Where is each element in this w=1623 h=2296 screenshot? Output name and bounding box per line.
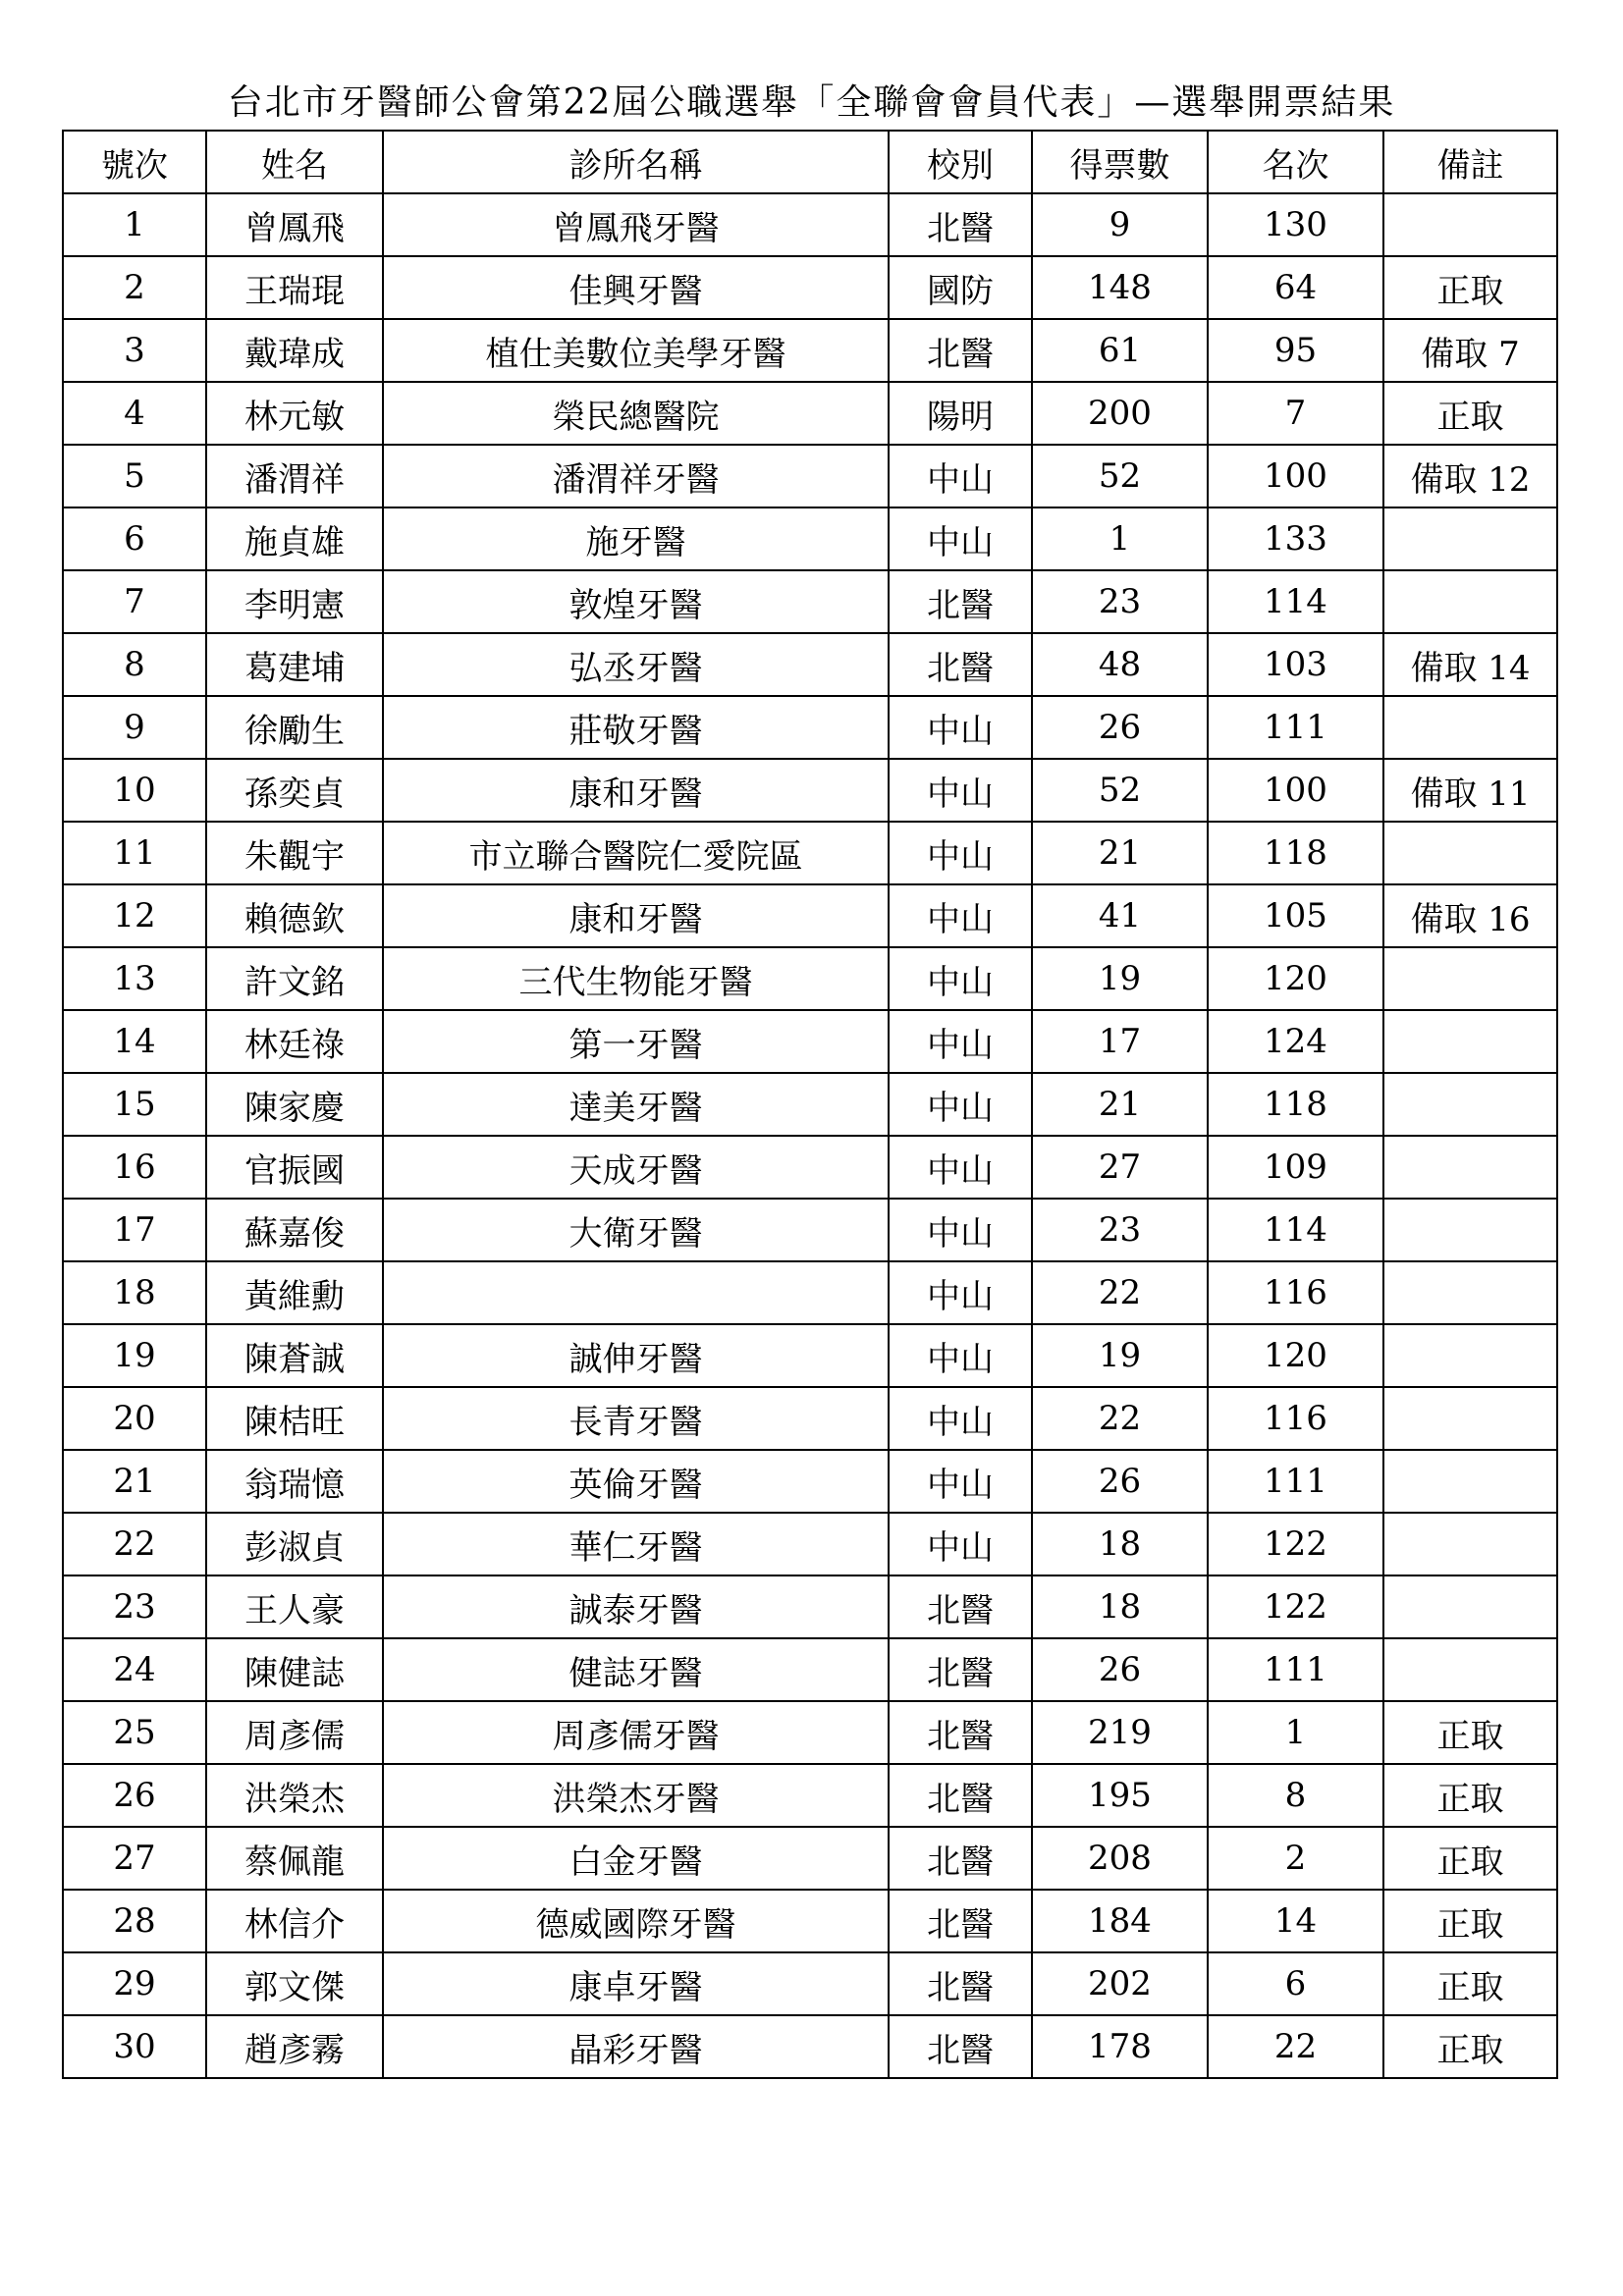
cell-number: 17 <box>63 1199 206 1261</box>
table-row <box>63 1638 1557 1701</box>
cell-note: 正取 <box>1383 1701 1557 1764</box>
document-title: 台北市牙醫師公會第22屆公職選舉「全聯會會員代表」—選舉開票結果 <box>227 82 1396 123</box>
table-row <box>63 1513 1557 1575</box>
cell-votes: 52 <box>1032 759 1208 822</box>
cell-note: 備取 7 <box>1383 319 1557 382</box>
cell-note: 正取 <box>1383 382 1557 445</box>
cell-votes: 19 <box>1032 1324 1208 1387</box>
cell-votes: 23 <box>1032 570 1208 633</box>
cell-note: 正取 <box>1383 256 1557 319</box>
cell-number: 11 <box>63 822 206 884</box>
cell-rank: 7 <box>1208 382 1383 445</box>
cell-clinic: 健誌牙醫 <box>383 1638 889 1701</box>
cell-number: 13 <box>63 947 206 1010</box>
cell-rank: 2 <box>1208 1827 1383 1890</box>
table-row <box>63 947 1557 1010</box>
cell-clinic: 周彥儒牙醫 <box>383 1701 889 1764</box>
cell-number: 30 <box>63 2015 206 2078</box>
cell-votes: 61 <box>1032 319 1208 382</box>
cell-rank: 64 <box>1208 256 1383 319</box>
cell-school: 中山 <box>889 1513 1032 1575</box>
cell-votes: 18 <box>1032 1575 1208 1638</box>
cell-school: 中山 <box>889 884 1032 947</box>
cell-number: 22 <box>63 1513 206 1575</box>
cell-clinic: 華仁牙醫 <box>383 1513 889 1575</box>
cell-name: 周彥儒 <box>206 1701 383 1764</box>
table-row <box>63 1136 1557 1199</box>
cell-name: 曾鳳飛 <box>206 193 383 256</box>
table-row <box>63 507 1557 570</box>
cell-name: 蔡佩龍 <box>206 1827 383 1890</box>
cell-number: 7 <box>63 570 206 633</box>
cell-clinic: 三代生物能牙醫 <box>383 947 889 1010</box>
cell-number: 2 <box>63 256 206 319</box>
cell-name: 徐勵生 <box>206 696 383 759</box>
cell-clinic: 施牙醫 <box>383 507 889 570</box>
cell-clinic: 英倫牙醫 <box>383 1450 889 1513</box>
cell-name: 林廷祿 <box>206 1010 383 1073</box>
cell-rank: 133 <box>1208 507 1383 570</box>
cell-note <box>1383 947 1557 1010</box>
table-row <box>63 1575 1557 1638</box>
cell-votes: 19 <box>1032 947 1208 1010</box>
cell-note: 備取 12 <box>1383 445 1557 507</box>
cell-school: 中山 <box>889 822 1032 884</box>
cell-school: 中山 <box>889 1199 1032 1261</box>
cell-name: 王人豪 <box>206 1575 383 1638</box>
cell-rank: 111 <box>1208 1450 1383 1513</box>
cell-school: 中山 <box>889 1073 1032 1136</box>
cell-votes: 184 <box>1032 1890 1208 1952</box>
cell-number: 12 <box>63 884 206 947</box>
table-row <box>63 1010 1557 1073</box>
cell-clinic: 誠泰牙醫 <box>383 1575 889 1638</box>
cell-votes: 27 <box>1032 1136 1208 1199</box>
cell-number: 21 <box>63 1450 206 1513</box>
table-row <box>63 1450 1557 1513</box>
cell-clinic: 晶彩牙醫 <box>383 2015 889 2078</box>
cell-rank: 122 <box>1208 1513 1383 1575</box>
cell-rank: 105 <box>1208 884 1383 947</box>
cell-name: 戴瑋成 <box>206 319 383 382</box>
cell-number: 14 <box>63 1010 206 1073</box>
cell-name: 葛建埔 <box>206 633 383 696</box>
cell-name: 黃維勳 <box>206 1261 383 1324</box>
cell-school: 北醫 <box>889 1890 1032 1952</box>
election-results-table <box>62 130 1558 2079</box>
cell-note: 備取 14 <box>1383 633 1557 696</box>
cell-number: 10 <box>63 759 206 822</box>
cell-name: 陳健誌 <box>206 1638 383 1701</box>
cell-note: 備取 16 <box>1383 884 1557 947</box>
cell-school: 中山 <box>889 1387 1032 1450</box>
cell-clinic: 市立聯合醫院仁愛院區 <box>383 822 889 884</box>
cell-school: 中山 <box>889 1450 1032 1513</box>
cell-number: 16 <box>63 1136 206 1199</box>
cell-school: 陽明 <box>889 382 1032 445</box>
cell-clinic: 植仕美數位美學牙醫 <box>383 319 889 382</box>
cell-clinic: 第一牙醫 <box>383 1010 889 1073</box>
header-rank: 名次 <box>1208 131 1383 193</box>
cell-name: 林信介 <box>206 1890 383 1952</box>
cell-clinic <box>383 1261 889 1324</box>
cell-rank: 1 <box>1208 1701 1383 1764</box>
cell-note <box>1383 193 1557 256</box>
cell-school: 中山 <box>889 947 1032 1010</box>
cell-rank: 111 <box>1208 1638 1383 1701</box>
cell-note <box>1383 1136 1557 1199</box>
cell-note <box>1383 822 1557 884</box>
table-row <box>63 1387 1557 1450</box>
cell-name: 官振國 <box>206 1136 383 1199</box>
table-row <box>63 1261 1557 1324</box>
table-row <box>63 1701 1557 1764</box>
cell-votes: 52 <box>1032 445 1208 507</box>
cell-school: 北醫 <box>889 319 1032 382</box>
table-body <box>63 193 1557 2078</box>
cell-votes: 41 <box>1032 884 1208 947</box>
cell-rank: 6 <box>1208 1952 1383 2015</box>
cell-rank: 120 <box>1208 1324 1383 1387</box>
table-row <box>63 1890 1557 1952</box>
cell-votes: 26 <box>1032 696 1208 759</box>
table-row <box>63 256 1557 319</box>
cell-name: 陳桔旺 <box>206 1387 383 1450</box>
cell-rank: 116 <box>1208 1261 1383 1324</box>
cell-note <box>1383 1199 1557 1261</box>
cell-number: 15 <box>63 1073 206 1136</box>
cell-school: 北醫 <box>889 1638 1032 1701</box>
cell-votes: 21 <box>1032 1073 1208 1136</box>
cell-school: 北醫 <box>889 1764 1032 1827</box>
cell-name: 許文銘 <box>206 947 383 1010</box>
cell-clinic: 達美牙醫 <box>383 1073 889 1136</box>
cell-school: 中山 <box>889 696 1032 759</box>
cell-name: 林元敏 <box>206 382 383 445</box>
cell-number: 19 <box>63 1324 206 1387</box>
cell-clinic: 天成牙醫 <box>383 1136 889 1199</box>
cell-school: 北醫 <box>889 1827 1032 1890</box>
table-row <box>63 319 1557 382</box>
cell-note <box>1383 1261 1557 1324</box>
cell-clinic: 敦煌牙醫 <box>383 570 889 633</box>
cell-rank: 122 <box>1208 1575 1383 1638</box>
cell-number: 18 <box>63 1261 206 1324</box>
cell-votes: 22 <box>1032 1261 1208 1324</box>
cell-note <box>1383 1575 1557 1638</box>
cell-name: 蘇嘉俊 <box>206 1199 383 1261</box>
cell-number: 26 <box>63 1764 206 1827</box>
cell-note <box>1383 1073 1557 1136</box>
cell-rank: 14 <box>1208 1890 1383 1952</box>
table-row <box>63 1199 1557 1261</box>
cell-note: 備取 11 <box>1383 759 1557 822</box>
cell-note: 正取 <box>1383 1764 1557 1827</box>
cell-number: 9 <box>63 696 206 759</box>
header-number: 號次 <box>63 131 206 193</box>
cell-rank: 130 <box>1208 193 1383 256</box>
cell-note: 正取 <box>1383 1952 1557 2015</box>
cell-school: 中山 <box>889 507 1032 570</box>
cell-school: 北醫 <box>889 633 1032 696</box>
cell-name: 李明憲 <box>206 570 383 633</box>
cell-votes: 17 <box>1032 1010 1208 1073</box>
cell-school: 中山 <box>889 1261 1032 1324</box>
cell-name: 賴德欽 <box>206 884 383 947</box>
cell-rank: 124 <box>1208 1010 1383 1073</box>
cell-school: 北醫 <box>889 570 1032 633</box>
cell-votes: 178 <box>1032 2015 1208 2078</box>
table-header-row <box>63 131 1557 193</box>
cell-rank: 116 <box>1208 1387 1383 1450</box>
cell-clinic: 莊敬牙醫 <box>383 696 889 759</box>
cell-name: 趙彥霧 <box>206 2015 383 2078</box>
cell-number: 20 <box>63 1387 206 1450</box>
cell-votes: 23 <box>1032 1199 1208 1261</box>
cell-number: 25 <box>63 1701 206 1764</box>
cell-school: 北醫 <box>889 1701 1032 1764</box>
cell-number: 29 <box>63 1952 206 2015</box>
header-votes: 得票數 <box>1032 131 1208 193</box>
table-row <box>63 193 1557 256</box>
cell-school: 中山 <box>889 445 1032 507</box>
cell-clinic: 誠伸牙醫 <box>383 1324 889 1387</box>
table-row <box>63 696 1557 759</box>
cell-clinic: 曾鳳飛牙醫 <box>383 193 889 256</box>
table-row <box>63 633 1557 696</box>
cell-rank: 8 <box>1208 1764 1383 1827</box>
cell-rank: 100 <box>1208 445 1383 507</box>
cell-rank: 118 <box>1208 822 1383 884</box>
cell-name: 孫奕貞 <box>206 759 383 822</box>
cell-votes: 22 <box>1032 1387 1208 1450</box>
cell-note <box>1383 696 1557 759</box>
cell-note <box>1383 1513 1557 1575</box>
cell-votes: 208 <box>1032 1827 1208 1890</box>
cell-number: 28 <box>63 1890 206 1952</box>
cell-clinic: 佳興牙醫 <box>383 256 889 319</box>
table-row <box>63 1073 1557 1136</box>
table-row <box>63 445 1557 507</box>
cell-name: 郭文傑 <box>206 1952 383 2015</box>
cell-votes: 200 <box>1032 382 1208 445</box>
cell-clinic: 德威國際牙醫 <box>383 1890 889 1952</box>
cell-school: 北醫 <box>889 193 1032 256</box>
cell-school: 中山 <box>889 1324 1032 1387</box>
cell-rank: 114 <box>1208 570 1383 633</box>
cell-school: 北醫 <box>889 2015 1032 2078</box>
cell-clinic: 大衛牙醫 <box>383 1199 889 1261</box>
cell-clinic: 長青牙醫 <box>383 1387 889 1450</box>
cell-clinic: 康卓牙醫 <box>383 1952 889 2015</box>
cell-name: 洪榮杰 <box>206 1764 383 1827</box>
cell-note <box>1383 507 1557 570</box>
header-note: 備註 <box>1383 131 1557 193</box>
table-row <box>63 1324 1557 1387</box>
cell-clinic: 康和牙醫 <box>383 759 889 822</box>
cell-votes: 18 <box>1032 1513 1208 1575</box>
cell-note: 正取 <box>1383 2015 1557 2078</box>
cell-clinic: 榮民總醫院 <box>383 382 889 445</box>
table-row <box>63 2015 1557 2078</box>
cell-clinic: 康和牙醫 <box>383 884 889 947</box>
cell-votes: 219 <box>1032 1701 1208 1764</box>
cell-note <box>1383 1638 1557 1701</box>
table-row <box>63 884 1557 947</box>
cell-note <box>1383 1010 1557 1073</box>
table-row <box>63 1827 1557 1890</box>
cell-rank: 103 <box>1208 633 1383 696</box>
cell-votes: 26 <box>1032 1450 1208 1513</box>
cell-clinic: 洪榮杰牙醫 <box>383 1764 889 1827</box>
cell-name: 施貞雄 <box>206 507 383 570</box>
cell-number: 1 <box>63 193 206 256</box>
cell-school: 中山 <box>889 1136 1032 1199</box>
cell-rank: 120 <box>1208 947 1383 1010</box>
table-row <box>63 822 1557 884</box>
cell-rank: 109 <box>1208 1136 1383 1199</box>
cell-note: 正取 <box>1383 1890 1557 1952</box>
cell-votes: 48 <box>1032 633 1208 696</box>
table-row <box>63 1952 1557 2015</box>
cell-number: 6 <box>63 507 206 570</box>
cell-number: 23 <box>63 1575 206 1638</box>
table-row <box>63 570 1557 633</box>
cell-votes: 1 <box>1032 507 1208 570</box>
cell-votes: 202 <box>1032 1952 1208 2015</box>
cell-note <box>1383 1450 1557 1513</box>
cell-name: 朱觀宇 <box>206 822 383 884</box>
table-row <box>63 382 1557 445</box>
cell-school: 北醫 <box>889 1952 1032 2015</box>
cell-rank: 95 <box>1208 319 1383 382</box>
cell-clinic: 潘渭祥牙醫 <box>383 445 889 507</box>
cell-clinic: 弘丞牙醫 <box>383 633 889 696</box>
cell-number: 4 <box>63 382 206 445</box>
cell-school: 中山 <box>889 1010 1032 1073</box>
cell-votes: 195 <box>1032 1764 1208 1827</box>
cell-note <box>1383 1387 1557 1450</box>
table-row <box>63 1764 1557 1827</box>
cell-number: 24 <box>63 1638 206 1701</box>
header-name: 姓名 <box>206 131 383 193</box>
cell-name: 潘渭祥 <box>206 445 383 507</box>
table-row <box>63 759 1557 822</box>
cell-school: 北醫 <box>889 1575 1032 1638</box>
cell-note <box>1383 1324 1557 1387</box>
cell-name: 翁瑞憶 <box>206 1450 383 1513</box>
cell-number: 5 <box>63 445 206 507</box>
cell-number: 27 <box>63 1827 206 1890</box>
cell-number: 8 <box>63 633 206 696</box>
cell-votes: 9 <box>1032 193 1208 256</box>
cell-rank: 118 <box>1208 1073 1383 1136</box>
cell-votes: 148 <box>1032 256 1208 319</box>
cell-name: 陳家慶 <box>206 1073 383 1136</box>
cell-name: 王瑞琨 <box>206 256 383 319</box>
header-clinic: 診所名稱 <box>383 131 889 193</box>
cell-rank: 114 <box>1208 1199 1383 1261</box>
cell-clinic: 白金牙醫 <box>383 1827 889 1890</box>
cell-school: 中山 <box>889 759 1032 822</box>
cell-school: 國防 <box>889 256 1032 319</box>
cell-note: 正取 <box>1383 1827 1557 1890</box>
cell-rank: 111 <box>1208 696 1383 759</box>
cell-votes: 26 <box>1032 1638 1208 1701</box>
cell-note <box>1383 570 1557 633</box>
cell-name: 彭淑貞 <box>206 1513 383 1575</box>
cell-name: 陳蒼誠 <box>206 1324 383 1387</box>
header-school: 校別 <box>889 131 1032 193</box>
cell-rank: 100 <box>1208 759 1383 822</box>
cell-number: 3 <box>63 319 206 382</box>
cell-votes: 21 <box>1032 822 1208 884</box>
cell-rank: 22 <box>1208 2015 1383 2078</box>
